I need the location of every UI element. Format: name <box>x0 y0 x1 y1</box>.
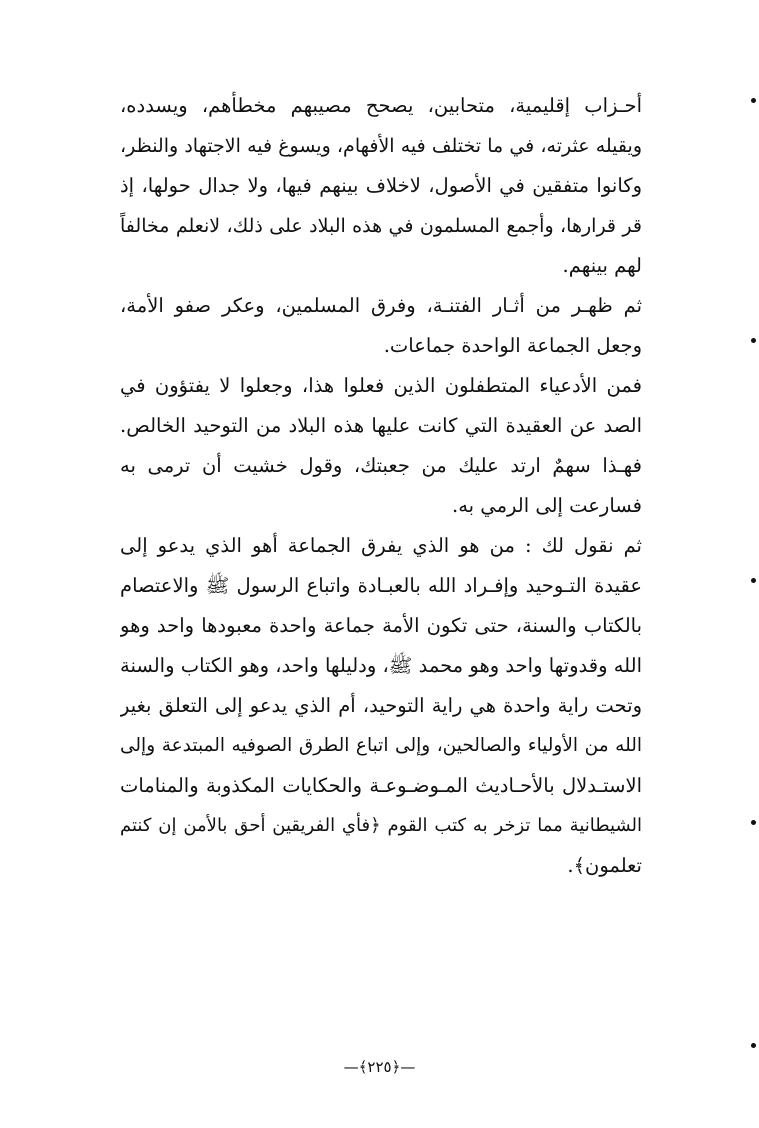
text-line: فمن الأدعياء المتطفلون الذين فعلوا هذا، وجعلوا لا يفتؤون في <box>120 374 642 397</box>
text-line: وكانوا متفقين في الأصول، لاخلاف بينهم فيها، ولا جدال حولها، إذ <box>120 174 642 197</box>
text-line: فهـذا سهمٌ ارتد عليك من جعبتك، وقول خشيت أن ترمى به <box>120 454 642 477</box>
scan-margin-dot <box>751 98 756 103</box>
text-line: أحـزاب إقليمية، متحابين، يصحح مصيبهم مخطأهم، ويسدده، <box>120 94 642 117</box>
scan-margin-dot <box>751 338 756 343</box>
text-line: الله وقدوتها واحد وهو محمد ﷺ، ودليلها واحد، وهو الكتاب والسنة <box>120 654 642 677</box>
text-line: لهم بينهم. <box>562 254 642 277</box>
text-line: عقيدة التـوحيد وإفـراد الله بالعبـادة واتباع الرسول ﷺ والاعتصام <box>120 574 642 597</box>
text-line: قر قرارها، وأجمع المسلمون في هذه البلاد على ذلك، لانعلم مخالفاً <box>120 215 642 237</box>
text-line: بالكتاب والسنة، حتى تكون الأمة جماعة واحدة معبودها واحد وهو <box>120 614 642 637</box>
text-line: ثم نقول لك : من هو الذي يفرق الجماعة أهو الذي يدعو إلى <box>120 534 642 557</box>
text-line: الاستـدلال بالأحـاديث المـوضـوعـة والحكايات المكذوبة والمنامات <box>120 774 642 797</box>
scan-margin-dot <box>751 578 756 583</box>
body-text <box>120 86 642 886</box>
text-line: تعلمون﴾. <box>567 854 642 877</box>
text-line: الصد عن العقيدة التي كانت عليها هذه البلاد من التوحيد الخالص. <box>120 414 642 437</box>
text-line: وتحت راية واحدة هي راية التوحيد، أم الذي يدعو إلى التعلق بغير <box>120 694 642 717</box>
text-line: وجعل الجماعة الواحدة جماعات. <box>383 334 642 357</box>
page-number: —﴿٢٢٥﴾— <box>343 1058 416 1076</box>
text-line: ثم ظهـر من أثـار الفتنـة، وفرق المسلمين، وعكر صفو الأمة، <box>120 294 642 317</box>
text-line: الشيطانية مما تزخر به كتب القوم ﴿فأي الفريقين أحق بالأمن إن كنتم <box>120 815 642 836</box>
scan-margin-dot <box>751 820 756 825</box>
scan-margin-dot <box>751 1043 756 1048</box>
text-line: فسارعت إلى الرمي به. <box>452 494 642 517</box>
text-line: ويقيله عثرته، في ما تختلف فيه الأفهام، ويسوغ فيه الاجتهاد والنظر، <box>120 135 642 157</box>
text-line: الله من الأولياء والصالحين، وإلى اتباع الطرق الصوفيه المبتدعة وإلى <box>120 735 642 756</box>
